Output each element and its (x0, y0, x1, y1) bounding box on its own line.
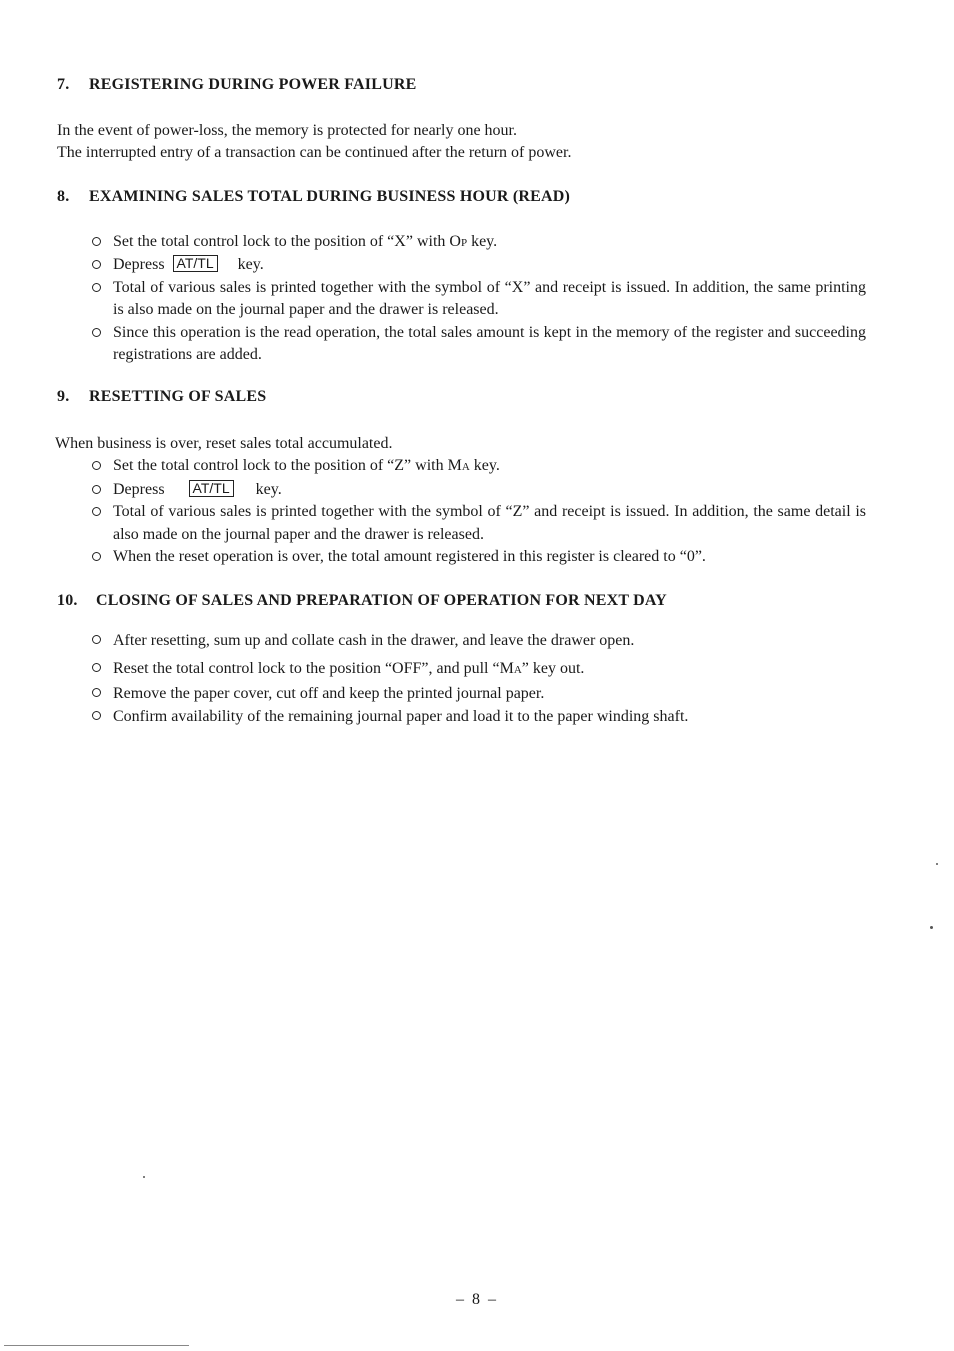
circle-bullet-icon (92, 461, 101, 470)
section-9 (57, 386, 866, 569)
section-number: 10. (57, 592, 78, 609)
section-heading (57, 186, 866, 209)
section-title: EXAMINING SALES TOTAL DURING BUSINESS HOUR (READ) (89, 188, 571, 205)
section-number: 8. (57, 188, 70, 205)
section-title: REGISTERING DURING POWER FAILURE (89, 76, 417, 93)
section-heading (57, 386, 866, 409)
at-tl-key-label: AT/TL (173, 255, 218, 272)
circle-bullet-icon (92, 328, 101, 337)
list-item: When the reset operation is over, the total amount registered in this register is cleared to “0”. (92, 546, 866, 569)
scan-speck (930, 926, 933, 929)
list-item: Since this operation is the read operation, the total sales amount is kept in the memory of the register and succeeding registrations are added. (92, 322, 866, 367)
circle-bullet-icon (92, 507, 101, 516)
circle-bullet-icon (92, 635, 101, 644)
list-item: Depress AT/TL key. (92, 479, 866, 502)
section-number: 9. (57, 388, 70, 405)
list-item: Total of various sales is printed together with the symbol of “Z” and receipt is issued. In addition, the same detail is also made on the journal paper and the drawer is released. (92, 501, 866, 546)
circle-bullet-icon (92, 663, 101, 672)
bullet-list (57, 629, 866, 728)
bullet-list (57, 231, 866, 367)
list-item: Depress AT/TL key. (92, 254, 866, 277)
list-item: After resetting, sum up and collate cash in the drawer, and leave the drawer open. (92, 629, 866, 652)
scan-speck (143, 1176, 145, 1178)
paragraph: The interrupted entry of a transaction can be continued after the return of power. (57, 144, 572, 161)
list-item: Set the total control lock to the position of “X” with OP key. (92, 231, 866, 255)
section-number: 7. (57, 76, 70, 93)
circle-bullet-icon (92, 237, 101, 246)
circle-bullet-icon (92, 688, 101, 697)
paragraph: In the event of power-loss, the memory is protected for nearly one hour. (57, 121, 517, 139)
section-heading (57, 590, 866, 613)
page-number: – 8 – (456, 1291, 498, 1308)
list-item: Reset the total control lock to the position “OFF”, and pull “MA” key out. (92, 657, 866, 682)
section-8 (57, 186, 866, 367)
circle-bullet-icon (92, 711, 101, 720)
circle-bullet-icon (92, 552, 101, 561)
at-tl-key-label: AT/TL (189, 480, 234, 497)
list-item: Set the total control lock to the position of “Z” with MA key. (92, 455, 866, 479)
bullet-list (57, 455, 866, 569)
circle-bullet-icon (92, 283, 101, 292)
list-item: Confirm availability of the remaining journal paper and load it to the paper winding shaft. (92, 705, 866, 728)
section-title: CLOSING OF SALES AND PREPARATION OF OPERATION FOR NEXT DAY (96, 592, 667, 609)
scan-speck (936, 863, 938, 865)
circle-bullet-icon (92, 485, 101, 494)
section-title: RESETTING OF SALES (89, 388, 267, 405)
list-item: Remove the paper cover, cut off and keep the printed journal paper. (92, 682, 866, 705)
list-item: Total of various sales is printed together with the symbol of “X” and receipt is issued. In addition, the same printing is also made on the journal paper and the drawer is released. (92, 277, 866, 322)
section-heading (57, 74, 866, 97)
section-7 (57, 74, 866, 165)
paragraph: When business is over, reset sales total accumulated. (55, 434, 393, 452)
scan-edge-line (4, 1345, 189, 1346)
circle-bullet-icon (92, 260, 101, 269)
section-10 (57, 590, 866, 728)
